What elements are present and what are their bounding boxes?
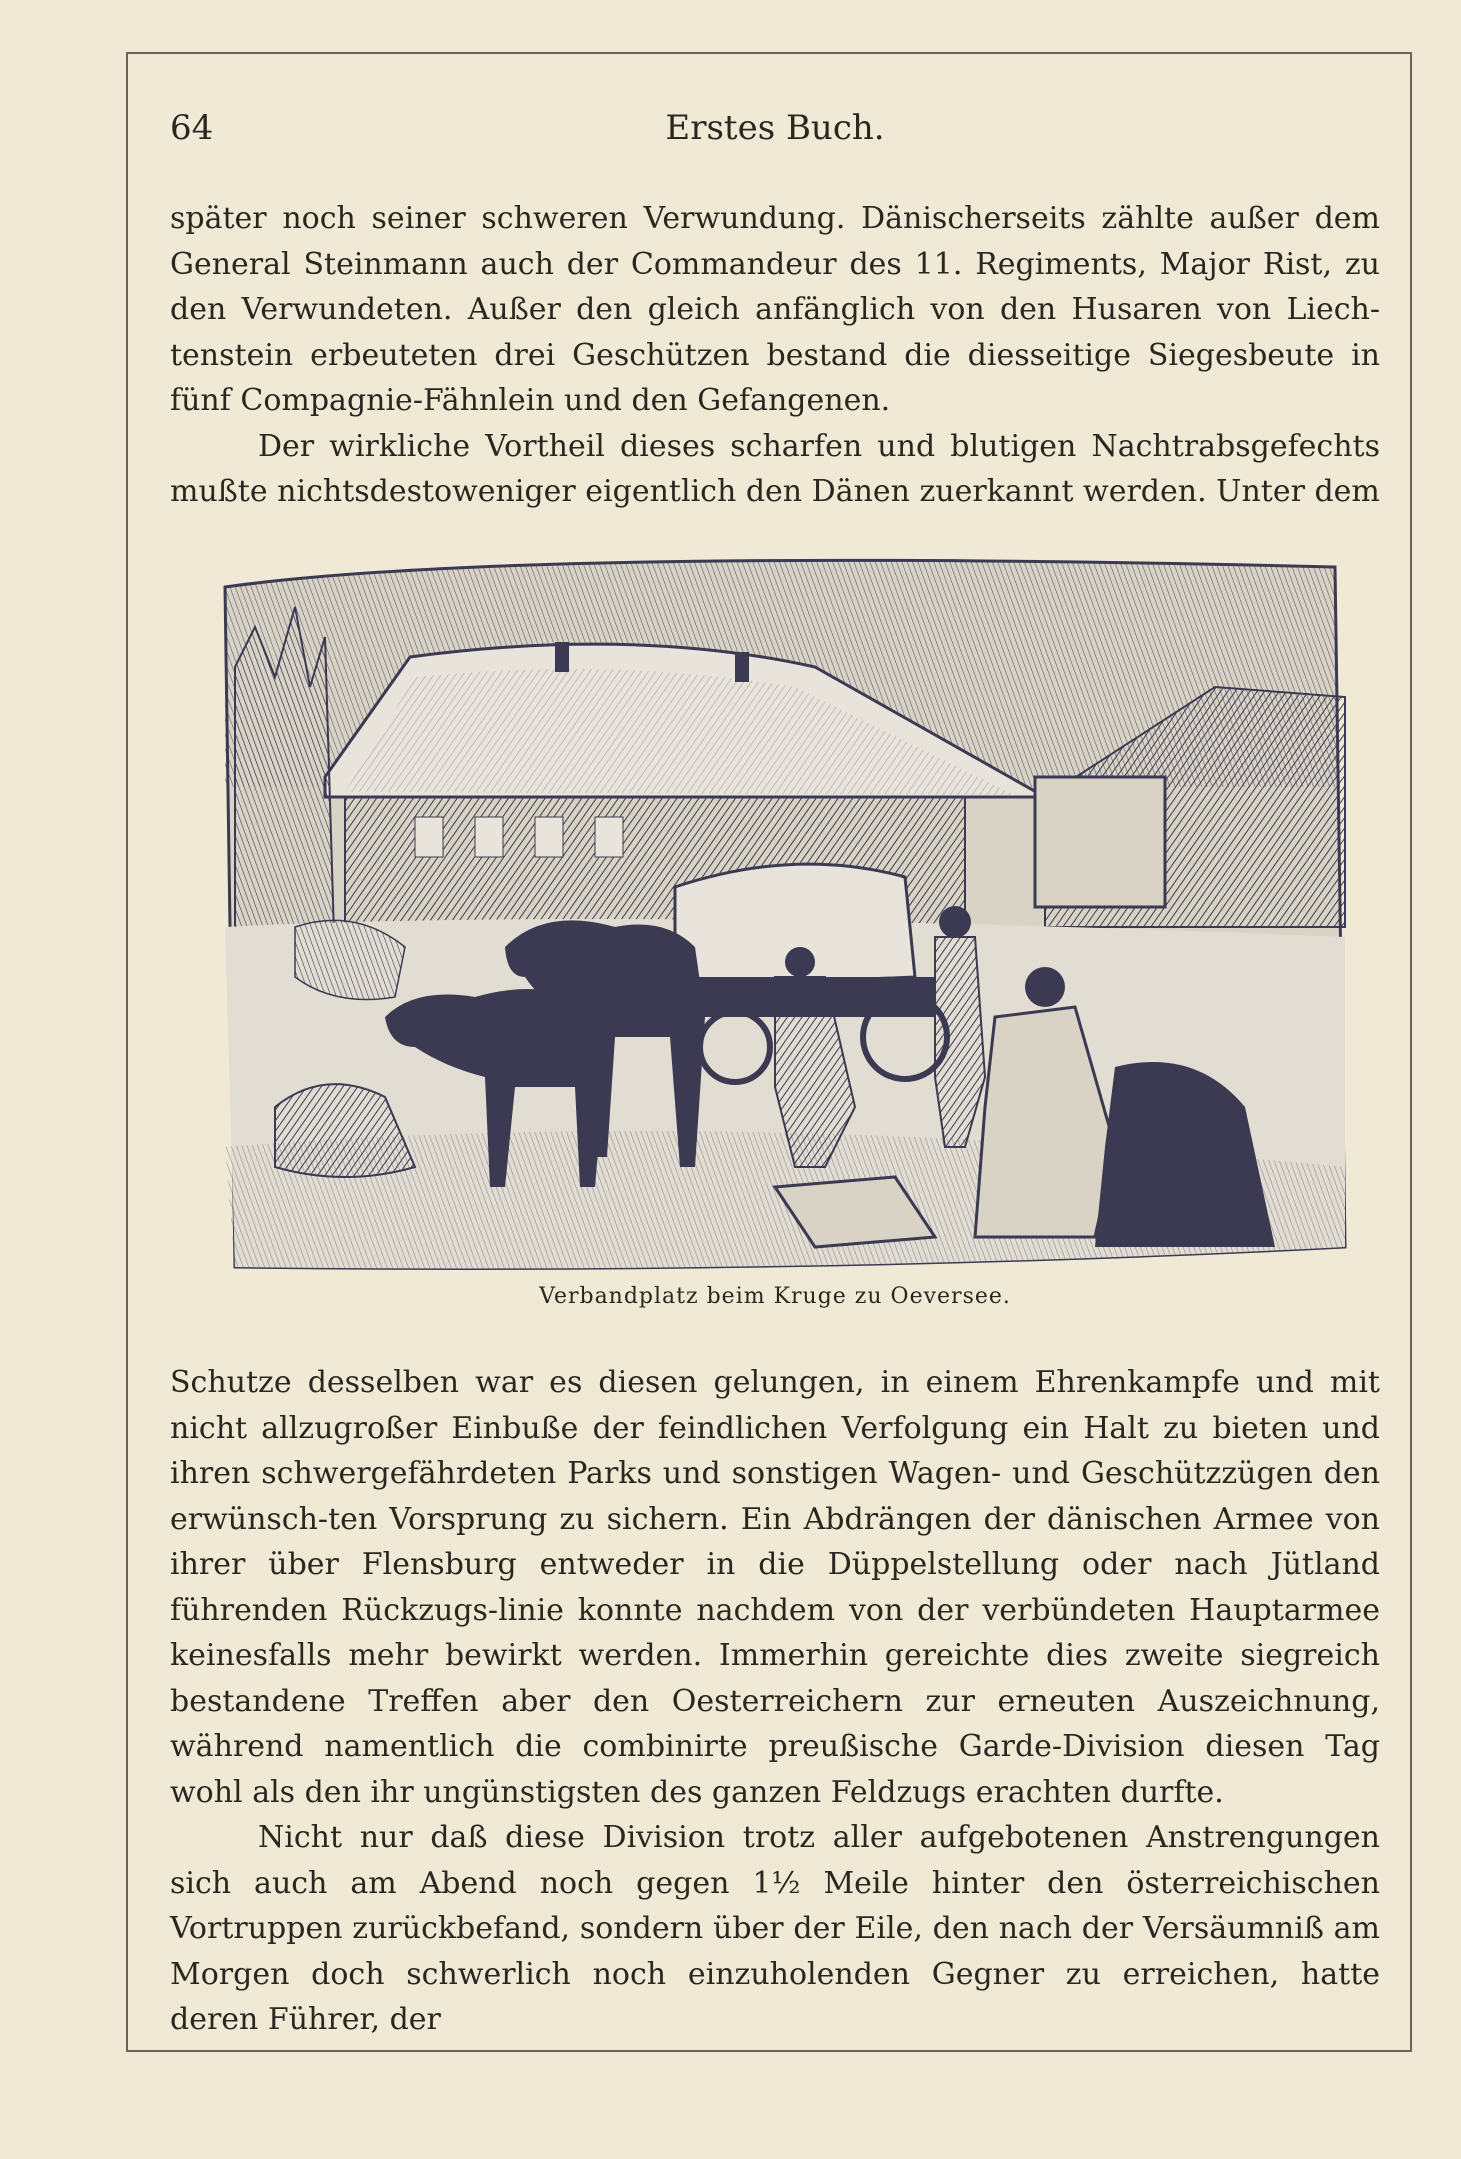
- paragraph: Der wirkliche Vortheil dieses scharfen und blutigen Nachtrabsgefechts mußte nichtsdestoweniger eigentlich den Dänen zuerkannt werden. Unter dem: [170, 428, 1380, 509]
- engraving-illustration: [215, 547, 1353, 1274]
- body-text-bottom: [170, 1360, 1380, 2043]
- illustration-caption: Verbandplatz beim Kruge zu Oeversee.: [539, 1284, 1011, 1309]
- engraving-image: [215, 547, 1353, 1274]
- page-number: 64: [170, 108, 214, 148]
- body-text-top: [170, 196, 1380, 515]
- paragraph: später noch seiner schweren Verwundung. Dänischerseits zählte außer dem General Steinmann auch der Commandeur des 11. Regiments, Major Rist, zu den Verwundeten. Außer den gleich anfänglich von den Husaren von Liech-tenstein erbeuteten drei Geschützen bestand die diesseitige Siegesbeute in fünf Compagnie-Fähnlein und den Gefangenen.: [170, 201, 1380, 418]
- paragraph: Nicht nur daß diese Division trotz aller aufgebotenen Anstrengungen sich auch am Abend noch gegen 1½ Meile hinter den österreichischen Vortruppen zurückbefand, sondern über der Eile, den nach der Versäumniß am Morgen doch schwerlich noch einzuholenden Gegner zu erreichen, hatte deren Führer, der: [170, 1820, 1380, 2037]
- paragraph: Schutze desselben war es diesen gelungen, in einem Ehrenkampfe und mit nicht allzugroßer Einbuße der feindlichen Verfolgung ein Halt zu bieten und ihren schwergefährdeten Parks und sonstigen Wagen- und Geschützzügen den erwünsch-ten Vorsprung zu sichern. Ein Abdrängen der dänischen Armee von ihrer über Flensburg entweder in die Düppelstellung oder nach Jütland führenden Rückzugs-linie konnte nachdem von der verbündeten Hauptarmee keinesfalls mehr bewirkt werden. Immerhin gereichte dies zweite siegreich bestandene Treffen aber den Oesterreichern zur erneuten Auszeichnung, während namentlich die combinirte preußische Garde-Division diesen Tag wohl als den ihr ungünstigsten des ganzen Feldzugs erachten durfte.: [170, 1365, 1380, 1810]
- running-head: [170, 108, 1380, 158]
- book-title: Erstes Buch.: [665, 108, 885, 148]
